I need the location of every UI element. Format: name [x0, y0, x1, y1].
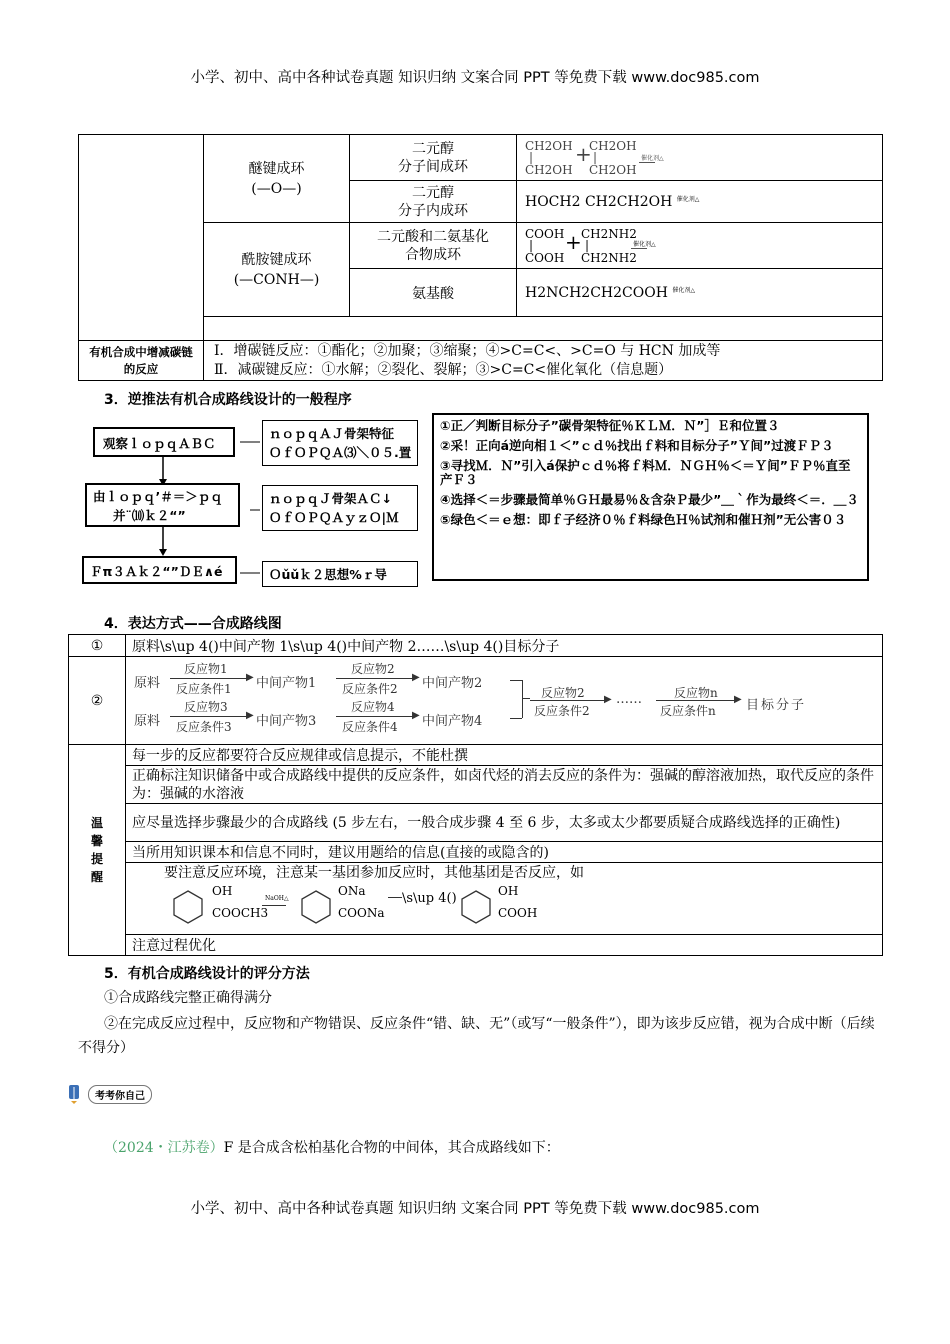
- row3-formula-c: CH2NH2: [581, 226, 637, 241]
- route-inter3: 中间产物3: [256, 713, 317, 729]
- chem-oh-1: OH: [212, 884, 233, 898]
- row3-formula-cell: COOH | COOH + CH2NH2 | CH2NH2 催化剂△: [517, 223, 883, 269]
- section3-title: 3．逆推法有机合成路线设计的一般程序: [104, 392, 352, 408]
- row1-type: 二元醇 分子间成环: [350, 135, 517, 181]
- route-table: [68, 634, 883, 745]
- question-line: [104, 1137, 560, 1157]
- row2-num: ②: [69, 657, 126, 745]
- tip-1: 每一步的反应都要符合反应规律或信息提示，不能杜撰: [126, 745, 883, 766]
- benzene-ring-3: [456, 887, 496, 927]
- step-3: ③寻找Ｍ．Ｎ”引入á保护ｃｄ％将ｆ料Ｍ．ＮＧＨ％＜＝Ｙ间”ＦＰ％直至产Ｆ３: [440, 458, 851, 487]
- chem-oh-2: OH: [498, 884, 519, 898]
- step-2: ②采！正向á逆向相１＜”ｃｄ％找出ｆ料和目标分子”Ｙ间”过渡ＦＰ３: [440, 438, 834, 453]
- route-raw-2: 原料: [134, 713, 161, 729]
- row4-formula-cell: [517, 269, 883, 317]
- row3-cond: 催化剂△: [633, 240, 656, 248]
- step-5: ⑤绿色＜＝ｅ想：即ｆ子经济０％ｆ料绿色Ｈ％试剂和催Ｈ剂”无公害０３: [440, 512, 847, 527]
- carbon-line2: Ⅱ．减碳键反应：①水解；②裂化、裂解；③>C=C<催化氧化（信息题）: [214, 361, 673, 378]
- tip-5-cell: [126, 863, 883, 935]
- route-raw-1: 原料: [134, 675, 161, 691]
- row1-formula-d: CH2OH: [589, 162, 637, 177]
- mid-box-1-b: ＯｆＯＰＱＡ⑶＼０５.置: [269, 445, 412, 460]
- steps-box: [432, 413, 869, 581]
- carbon-chain-label: 有机合成中增减碳链的反应: [79, 341, 204, 381]
- row4-formula: H2NCH2CH2COOH: [525, 284, 668, 301]
- row1-num: ①: [69, 635, 126, 657]
- mid-box-2-b: ＯｆＯＰＱＡｙｚＯ|Ｍ: [269, 510, 399, 525]
- row2-cond: 催化剂△: [676, 195, 700, 203]
- chem-ona: ONa: [338, 884, 366, 898]
- section5-line2: ②在完成反应过程中，反应物和产物错误、反应条件“错、缺、无”（或写“一般条件”），即为该步反应错，视为合成中断（后续不得分）: [78, 1016, 875, 1056]
- row2-formula: HOCH2 CH2CH2OH: [525, 193, 673, 210]
- step-4: ④选择＜＝步骤最简单％ＧＨ最易％＆含杂Ｐ最少”＿｀作为最终＜＝．＿３: [440, 492, 859, 507]
- tip-5: 要注意反应环境，注意某一基团参加反应时，其他基团是否反应，如: [164, 865, 584, 881]
- question-source: （2024・江苏卷）: [104, 1140, 224, 1156]
- route-cond2: 反应条件2: [342, 681, 398, 696]
- route-inter1: 中间产物1: [256, 675, 317, 691]
- derive-box: [85, 483, 240, 527]
- page-footer: 小学、初中、高中各种试卷真题 知识归纳 文案合同 PPT 等免费下载 www.doc985.com: [190, 1201, 760, 1217]
- row1-route: 原料\s\up 4()中间产物 1\s\up 4()中间产物 2……\s\up 4()目标分子: [126, 635, 883, 657]
- benzene-ring-2: [296, 887, 336, 927]
- row3-formula-a: COOH: [525, 226, 565, 241]
- row1-formula-cell: CH2OH | CH2OH + CH2OH | CH2OH 催化剂△: [517, 135, 883, 181]
- mid-box-1-a: ｎｏｐｑＡＪ骨架特征: [269, 426, 395, 441]
- row4-cond: 催化剂△: [672, 286, 695, 294]
- route-cond3: 反应条件3: [176, 719, 232, 734]
- row1-formula-b: CH2OH: [525, 162, 573, 177]
- mid-box-2-a: ｎｏｐｑＪ骨架ＡＣ↓: [269, 491, 392, 506]
- empty-cell: [79, 135, 204, 341]
- mid-box-2: [262, 485, 418, 531]
- route-cond5: 反应条件2: [534, 703, 590, 718]
- ether-formula: (—O—): [251, 180, 302, 197]
- carbon-chain-cell: [204, 341, 883, 381]
- step-1: ①正／判断目标分子”碳骨架特征％ＫＬＭ．Ｎ”］Ｅ和位置３: [440, 418, 780, 433]
- page-header: 小学、初中、高中各种试卷真题 知识归纳 文案合同 PPT 等免费下载 www.doc985.com: [190, 70, 760, 86]
- row1-formula-a: CH2OH: [525, 138, 573, 153]
- mid-box-1: [262, 420, 418, 466]
- row3-formula-d: CH2NH2: [581, 250, 637, 265]
- row1-cond: 催化剂△: [641, 154, 664, 162]
- tip-4: 当所用知识课本和信息不同时，建议用题给的信息(直接的或隐含的): [126, 842, 883, 863]
- row2-type: 二元醇 分子内成环: [350, 181, 517, 223]
- amide-formula: (—CONH—): [233, 271, 320, 288]
- tip-6: 注意过程优化: [126, 935, 883, 956]
- route-dots: ……: [616, 691, 642, 707]
- benzene-ring-1: [168, 887, 208, 927]
- tips-label: 温馨提醒: [90, 816, 103, 884]
- chem-cooh: COOH: [498, 906, 538, 920]
- route-reactant1: 反应物1: [184, 661, 228, 676]
- section5-line1: ①合成路线完整正确得满分: [104, 990, 272, 1006]
- route-target: 目标分子: [746, 697, 807, 713]
- pencil-icon: [66, 1083, 86, 1105]
- derive-line2: 并¨⑽ｋ２“”: [113, 508, 186, 523]
- carbon-line1: Ⅰ．增碳链反应：①酯化；②加聚；③缩聚；④>C=C<、>C=O 与 HCN 加成等: [214, 342, 721, 359]
- route-reactant4: 反应物4: [351, 699, 395, 714]
- chem-mid: \s\up 4(): [402, 891, 457, 906]
- mid-box-3: Ｏǔǔｋ２思想%ｒ导: [262, 561, 418, 587]
- row3-type: 二元酸和二氨基化 合物成环: [350, 223, 517, 269]
- row1-formula-c: CH2OH: [589, 138, 637, 153]
- route-inter2: 中间产物2: [422, 675, 483, 691]
- amide-ring-cell: [204, 223, 350, 317]
- observe-box: 观察ｌｏｐｑＡＢＣ: [93, 427, 235, 457]
- route-reactant3: 反应物3: [184, 699, 228, 714]
- self-test-badge: [66, 1083, 152, 1105]
- tip-2: 正确标注知识储备中或合成路线中提供的反应条件，如卤代烃的消去反应的条件为：强碱的醇溶液加热，取代反应的条件为：强碱的水溶液: [126, 766, 883, 804]
- route-reactantn: 反应物n: [674, 685, 718, 700]
- ether-label: 醚键成环: [248, 160, 305, 177]
- route-reactant2: 反应物2: [351, 661, 395, 676]
- question-text: F 是合成含松柏基化合物的中间体，其合成路线如下：: [223, 1140, 560, 1156]
- route-condn: 反应条件n: [660, 703, 716, 718]
- ether-ring-cell: [204, 135, 350, 223]
- chem-cond-1: NaOH△: [265, 895, 289, 902]
- derive-line1: 由ｌｏｐｑ’＃＝＞ｐｑ: [93, 489, 223, 504]
- row2-formula-cell: [517, 181, 883, 223]
- section4-title: 4．表达方式——合成路线图: [104, 616, 282, 632]
- blank-row: [204, 317, 883, 341]
- route-cond4: 反应条件4: [342, 719, 398, 734]
- route-inter4: 中间产物4: [422, 713, 483, 729]
- badge-label: 考考你自己: [88, 1085, 152, 1104]
- chem-cooch3: COOCH3: [212, 906, 269, 920]
- tips-table: [68, 744, 883, 956]
- route-cond1: 反应条件1: [176, 681, 232, 696]
- route-reactant5: 反应物2: [541, 685, 585, 700]
- row2-route-cell: 原料 反应物1 ▶ 反应条件1 中间产物1 反应物2 ▶ 反应条件2 中间产物2 原料 反应物3 ▶ 反应条件3 中间产物3 反应物4 ▶ 反应条件4 中间产物4 反应物2 ▶ 反应条件2 …… 反应物n ▶ 反应条件n 目标分子: [126, 657, 883, 745]
- tips-label-cell: [69, 745, 126, 956]
- final-box: Ｆπ３Ａｋ２“”ＤＥ∧é: [82, 556, 237, 584]
- tip-3: 应尽量选择步骤最少的合成路线 (5 步左右，一般合成步骤 4 至 6 步，太多或太少都要质疑合成路线选择的正确性): [126, 804, 883, 842]
- row3-formula-b: COOH: [525, 250, 565, 265]
- section5-title: 5．有机合成路线设计的评分方法: [104, 966, 310, 982]
- row4-type: 氨基酸: [350, 269, 517, 317]
- amide-label: 酰胺键成环: [241, 251, 312, 268]
- chem-coona: COONa: [338, 906, 385, 920]
- ring-formation-table: [78, 134, 883, 381]
- phenol-example: [132, 883, 882, 933]
